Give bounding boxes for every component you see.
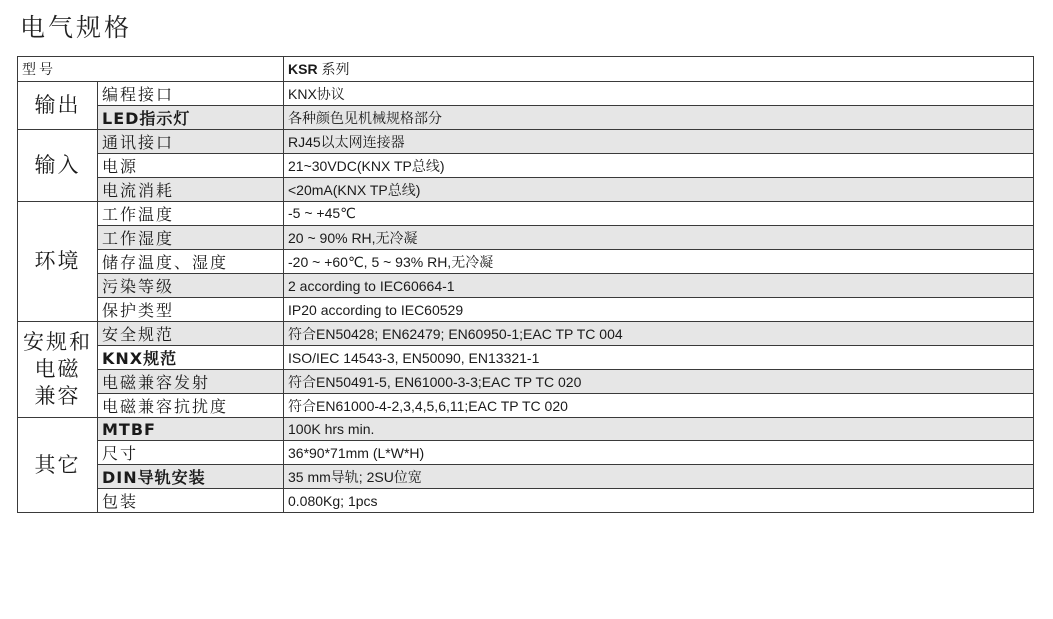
table-row (18, 202, 1034, 226)
item-value: 21~30VDC(KNX TP总线) (284, 154, 1034, 178)
group-name-line: 兼容 (34, 384, 81, 408)
table-row-model (18, 57, 1034, 82)
table-row (18, 130, 1034, 154)
table-row (18, 322, 1034, 346)
table-row (18, 298, 1034, 322)
item-value: 0.080Kg; 1pcs (284, 489, 1034, 513)
table-row (18, 465, 1034, 489)
group-name-line: 电磁 (34, 357, 81, 381)
item-label: 电源 (98, 154, 284, 178)
table-row (18, 226, 1034, 250)
group-name-line: 安规和 (23, 330, 92, 354)
item-value: 2 according to IEC60664-1 (284, 274, 1034, 298)
item-value: 各种颜色见机械规格部分 (284, 106, 1034, 130)
item-label: KNX规范 (98, 346, 284, 370)
table-row (18, 489, 1034, 513)
item-label: 电磁兼容发射 (98, 370, 284, 394)
group-output: 输出 (18, 82, 98, 130)
table-row (18, 441, 1034, 465)
item-value: KNX协议 (284, 82, 1034, 106)
table-row (18, 274, 1034, 298)
spec-table (17, 56, 1034, 513)
item-label: 保护类型 (98, 298, 284, 322)
item-label: 污染等级 (98, 274, 284, 298)
item-value: 符合EN50491-5, EN61000-3-3;EAC TP TC 020 (284, 370, 1034, 394)
group-safety-emc (18, 322, 98, 418)
model-series-suffix: 系列 (317, 61, 350, 77)
item-value: 36*90*71mm (L*W*H) (284, 441, 1034, 465)
item-value: 符合EN50428; EN62479; EN60950-1;EAC TP TC 004 (284, 322, 1034, 346)
item-label: 电流消耗 (98, 178, 284, 202)
item-value: IP20 according to IEC60529 (284, 298, 1034, 322)
group-other: 其它 (18, 418, 98, 513)
item-label: 电磁兼容抗扰度 (98, 394, 284, 418)
table-row (18, 418, 1034, 441)
item-label: 工作湿度 (98, 226, 284, 250)
group-input: 输入 (18, 130, 98, 202)
item-value: 100K hrs min. (284, 418, 1034, 441)
table-row (18, 346, 1034, 370)
table-row (18, 106, 1034, 130)
item-value: <20mA(KNX TP总线) (284, 178, 1034, 202)
model-value (284, 57, 1034, 82)
item-label: 工作温度 (98, 202, 284, 226)
item-label: 通讯接口 (98, 130, 284, 154)
table-row (18, 154, 1034, 178)
item-label: 包装 (98, 489, 284, 513)
model-label: 型号 (18, 57, 284, 82)
group-environment: 环境 (18, 202, 98, 322)
table-row (18, 250, 1034, 274)
table-row (18, 370, 1034, 394)
item-label: DIN导轨安装 (98, 465, 284, 489)
item-value: 35 mm导轨; 2SU位宽 (284, 465, 1034, 489)
item-value: -5 ~ +45℃ (284, 202, 1034, 226)
item-label: 编程接口 (98, 82, 284, 106)
item-label: LED指示灯 (98, 106, 284, 130)
item-label: 尺寸 (98, 441, 284, 465)
item-value: 20 ~ 90% RH,无冷凝 (284, 226, 1034, 250)
item-label: 安全规范 (98, 322, 284, 346)
item-value: 符合EN61000-4-2,3,4,5,6,11;EAC TP TC 020 (284, 394, 1034, 418)
model-series-code: KSR (288, 61, 318, 77)
item-label: MTBF (98, 418, 284, 441)
table-row (18, 82, 1034, 106)
item-value: RJ45以太网连接器 (284, 130, 1034, 154)
table-row (18, 178, 1034, 202)
page-title: 电气规格 (20, 13, 133, 42)
item-value: ISO/IEC 14543-3, EN50090, EN13321-1 (284, 346, 1034, 370)
item-value: -20 ~ +60℃, 5 ~ 93% RH,无冷凝 (284, 250, 1034, 274)
table-row (18, 394, 1034, 418)
item-label: 储存温度、湿度 (98, 250, 284, 274)
